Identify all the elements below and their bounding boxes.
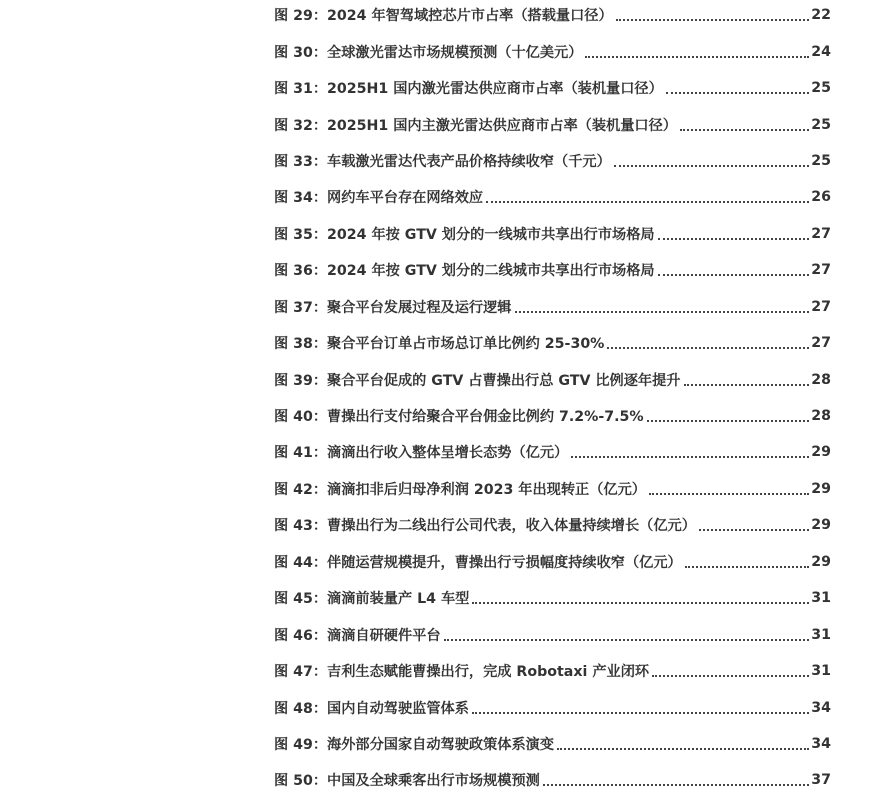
toc-entry-page: 31 [811, 590, 831, 607]
toc-entry[interactable] [274, 689, 831, 725]
toc-entry[interactable] [274, 106, 831, 142]
toc-entry-label: 图 41：滴滴出行收入整体呈增长态势（亿元） [274, 442, 571, 462]
toc-entry[interactable] [274, 580, 831, 616]
toc-dot-leader [699, 528, 809, 531]
toc-dot-leader [472, 711, 809, 714]
toc-entry-page: 26 [811, 189, 831, 206]
toc-entry[interactable] [274, 507, 831, 543]
toc-entry-page: 27 [811, 298, 831, 315]
toc-entry-page: 25 [811, 116, 831, 133]
toc-entry-label: 图 46：滴滴自研硬件平台 [274, 625, 444, 645]
toc-entry-page: 25 [811, 80, 831, 97]
toc-entry[interactable] [274, 179, 831, 215]
toc-entry[interactable] [274, 0, 831, 33]
toc-entry[interactable] [274, 398, 831, 434]
toc-entry[interactable] [274, 289, 831, 325]
toc-dot-leader [585, 55, 809, 58]
toc-entry[interactable] [274, 544, 831, 580]
toc-entry[interactable] [274, 616, 831, 652]
toc-dot-leader [666, 91, 809, 94]
toc-dot-leader [486, 200, 809, 203]
toc-entry[interactable] [274, 471, 831, 507]
toc-entry-page: 31 [811, 626, 831, 643]
toc-dot-leader [658, 237, 810, 240]
toc-entry-label: 图 43：曹操出行为二线出行公司代表，收入体量持续增长（亿元） [274, 515, 699, 535]
toc-entry-label: 图 47：吉利生态赋能曹操出行，完成 Robotaxi 产业闭环 [274, 661, 652, 681]
toc-entry[interactable] [274, 33, 831, 69]
toc-dot-leader [543, 783, 809, 786]
toc-entry-label: 图 30：全球激光雷达市场规模预测（十亿美元） [274, 42, 585, 62]
toc-entry[interactable] [274, 252, 831, 288]
toc-entry-label: 图 40：曹操出行支付给聚合平台佣金比例约 7.2%-7.5% [274, 406, 647, 426]
toc-entry-page: 27 [811, 262, 831, 279]
toc-entry-page: 34 [811, 735, 831, 752]
toc-dot-leader [680, 128, 809, 131]
toc-entry-label: 图 34：网约车平台存在网络效应 [274, 187, 486, 207]
toc-entry-page: 29 [811, 553, 831, 570]
toc-dot-leader [652, 674, 809, 677]
toc-dot-leader [649, 492, 809, 495]
toc-entry-page: 29 [811, 517, 831, 534]
toc-entry-page: 27 [811, 335, 831, 352]
toc-dot-leader [647, 419, 810, 422]
toc-entry-label: 图 49：海外部分国家自动驾驶政策体系演变 [274, 734, 557, 754]
toc-entry[interactable] [274, 70, 831, 106]
toc-entry-label: 图 50：中国及全球乘客出行市场规模预测 [274, 770, 543, 790]
toc-entry-label: 图 39：聚合平台促成的 GTV 占曹操出行总 GTV 比例逐年提升 [274, 370, 684, 390]
toc-entry-page: 25 [811, 152, 831, 169]
toc-entry-label: 图 45：滴滴前装量产 L4 车型 [274, 588, 472, 608]
toc-entry-label: 图 42：滴滴扣非后归母净利润 2023 年出现转正（亿元） [274, 479, 649, 499]
toc-dot-leader [658, 273, 810, 276]
toc-entry-label: 图 48：国内自动驾驶监管体系 [274, 698, 472, 718]
toc-dot-leader [685, 565, 810, 568]
toc-entry-label: 图 37：聚合平台发展过程及运行逻辑 [274, 297, 515, 317]
toc-entry[interactable] [274, 216, 831, 252]
toc-dot-leader [472, 601, 809, 604]
toc-entry[interactable] [274, 653, 831, 689]
toc-dot-leader [616, 18, 810, 21]
toc-entry[interactable] [274, 762, 831, 798]
toc-entry-label: 图 29：2024 年智驾域控芯片市占率（搭载量口径） [274, 5, 616, 25]
toc-entry[interactable] [274, 143, 831, 179]
toc-entry-page: 34 [811, 699, 831, 716]
toc-entry[interactable] [274, 325, 831, 361]
toc-entry-label: 图 44：伴随运营规模提升，曹操出行亏损幅度持续收窄（亿元） [274, 552, 685, 572]
toc-dot-leader [557, 747, 809, 750]
toc-entry[interactable] [274, 726, 831, 762]
toc-entry[interactable] [274, 361, 831, 397]
toc-dot-leader [515, 310, 810, 313]
toc-entry-page: 29 [811, 444, 831, 461]
toc-entry-label: 图 36：2024 年按 GTV 划分的二线城市共享出行市场格局 [274, 260, 658, 280]
toc-dot-leader [614, 164, 809, 167]
toc-entry-page: 37 [811, 772, 831, 789]
toc-entry-page: 22 [811, 7, 831, 24]
toc-entry-label: 图 32：2025H1 国内主激光雷达供应商市占率（装机量口径） [274, 115, 680, 135]
toc-entry-label: 图 38：聚合平台订单占市场总订单比例约 25-30% [274, 333, 607, 353]
toc-entry-page: 28 [811, 408, 831, 425]
figure-toc-list [274, 0, 831, 799]
toc-entry-label: 图 33：车载激光雷达代表产品价格持续收窄（千元） [274, 151, 614, 171]
toc-entry-page: 27 [811, 225, 831, 242]
toc-entry-label: 图 35：2024 年按 GTV 划分的一线城市共享出行市场格局 [274, 224, 658, 244]
toc-entry-page: 28 [811, 371, 831, 388]
toc-entry-page: 29 [811, 480, 831, 497]
toc-entry[interactable] [274, 434, 831, 470]
toc-entry-page: 31 [811, 663, 831, 680]
toc-dot-leader [571, 455, 809, 458]
toc-entry-page: 24 [811, 43, 831, 60]
toc-entry-label: 图 31：2025H1 国内激光雷达供应商市占率（装机量口径） [274, 78, 666, 98]
toc-dot-leader [607, 346, 809, 349]
toc-dot-leader [684, 383, 810, 386]
toc-dot-leader [444, 638, 810, 641]
